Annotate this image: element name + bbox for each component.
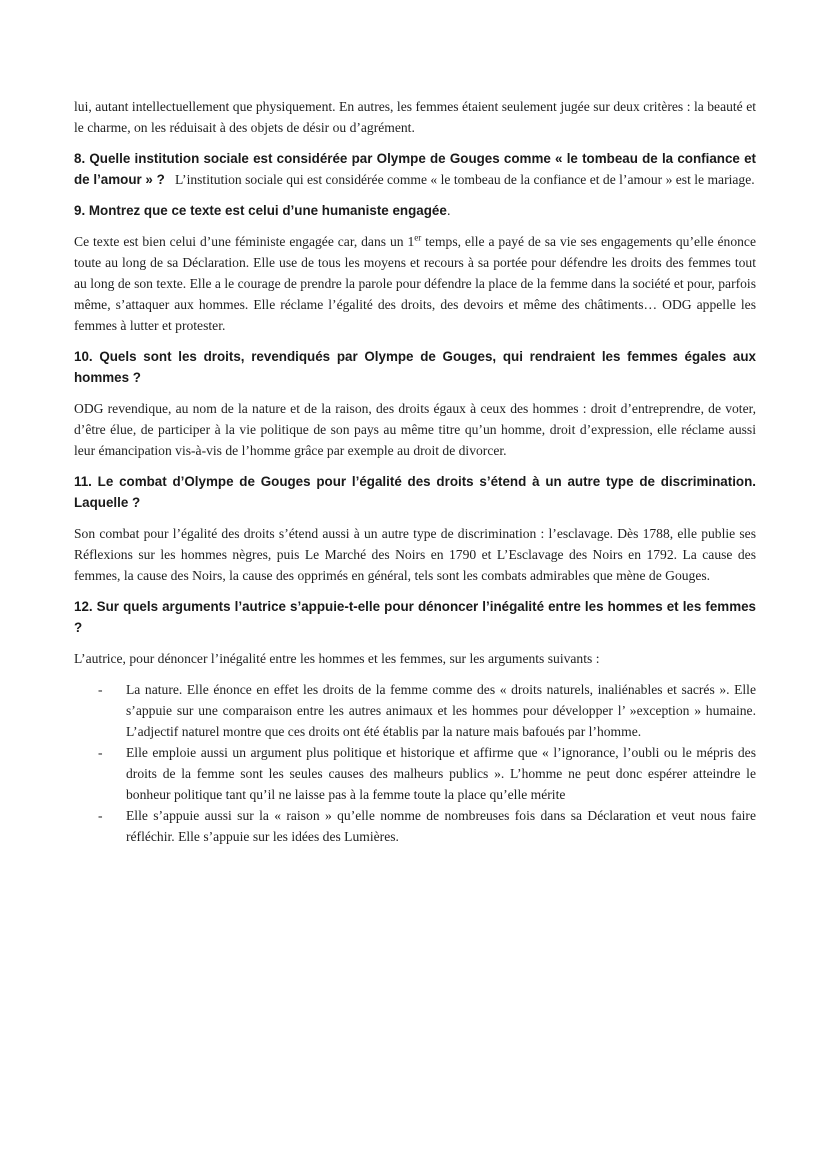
argument-text: Elle emploie aussi un argument plus politique et historique et affirme que « l’ignorance, l’oubli ou le mépris des droits de la femme sont les seules causes des malheurs publics ». L’homme ne peut donc espérer atteindre le bonheur politique tant qu’il ne laisse pas à la femme toute la place qu’elle mérite — [126, 745, 756, 802]
question-8-block — [74, 148, 756, 190]
question-12-intro: L’autrice, pour dénoncer l’inégalité entre les hommes et les femmes, sur les arguments suivants : — [74, 651, 600, 666]
intro-paragraph: lui, autant intellectuellement que physiquement. En autres, les femmes étaient seulement jugée sur deux critères : la beauté et le charme, on les réduisait à des objets de désir ou d’agrément. — [74, 99, 756, 135]
bullet-dash: - — [98, 682, 103, 697]
argument-text: Elle s’appuie aussi sur la « raison » qu’elle nomme de nombreuses fois dans sa Déclaration et veut nous faire réfléchir. Elle s’appuie sur les idées des Lumières. — [126, 808, 756, 844]
bullet-dash: - — [98, 745, 103, 760]
question-10-answer: ODG revendique, au nom de la nature et de la raison, des droits égaux à ceux des hommes : droit d’entreprendre, de voter, d’être élue, de participer à la vie politique de son pays au même titre qu’un homme, droit d’expression, elle réclame aussi leur émancipation vis-à-vis de l’homme grâce par exemple au droit de divorcer. — [74, 401, 756, 458]
list-item — [74, 742, 756, 805]
question-8-answer-text: L’institution sociale qui est considérée comme « le tombeau de la confiance et de l’amour » est le mariage. — [174, 172, 755, 187]
question-11-heading: 11. Le combat d’Olympe de Gouges pour l’égalité des droits s’étend à un autre type de discrimination. Laquelle ? — [74, 474, 756, 510]
question-8-answer — [168, 172, 754, 187]
question-9-answer — [74, 231, 756, 336]
document-body — [74, 96, 756, 847]
question-9-answer-rest: temps, elle a payé de sa vie ses engagements qu’elle énonce toute au long de sa Déclaration. Elle use de tous les moyens et recours à sa portée pour défendre les droits des femmes tout au long de son texte. Elle a le courage de prendre la parole pour défendre la place de la femme dans la société et pour, parfois même, s’attaquer aux hommes. Elle réclame l’égalité des droits, des devoirs et même des châtiments… ODG appelle les femmes à lutter et protester. — [74, 234, 756, 333]
question-9-heading-period: . — [446, 203, 451, 218]
arguments-list — [74, 679, 756, 847]
ordinal-superscript: er — [414, 232, 422, 243]
argument-text: La nature. Elle énonce en effet les droits de la femme comme des « droits naturels, inaliénables et sacrés ». Elle s’appuie sur une comparaison entre les autres animaux et les hommes pour développer l’ »exception » humaine. L’adjectif naturel montre que ces droits ont été établis par la nature mais bafoués par l’homme. — [126, 682, 756, 739]
question-10-heading: 10. Quels sont les droits, revendiqués par Olympe de Gouges, qui rendraient les femmes égales aux hommes ? — [74, 349, 756, 385]
question-9-heading-text: 9. Montrez que ce texte est celui d’une humaniste engagée — [74, 203, 447, 218]
question-9-answer-start: Ce texte est bien celui d’une féministe engagée car, dans un 1 — [74, 234, 415, 249]
bullet-dash: - — [98, 808, 103, 823]
question-9-heading — [74, 200, 756, 221]
list-item — [74, 805, 756, 847]
question-8-heading: 8. Quelle institution sociale est considérée par Olympe de Gouges comme « le tombeau de la confiance et de l’amour » ? — [74, 151, 756, 187]
question-11-answer: Son combat pour l’égalité des droits s’étend aussi à un autre type de discrimination : l’esclavage. Dès 1788, elle publie ses Réflexions sur les hommes nègres, puis Le Marché des Noirs en 1790 et L’Esclavage des Noirs en 1792. La cause des femmes, la cause des Noirs, la cause des opprimés en général, tels sont les combats admirables que mène de Gouges. — [74, 526, 756, 583]
question-12-heading: 12. Sur quels arguments l’autrice s’appuie-t-elle pour dénoncer l’inégalité entre les hommes et les femmes ? — [74, 599, 756, 635]
list-item — [74, 679, 756, 742]
